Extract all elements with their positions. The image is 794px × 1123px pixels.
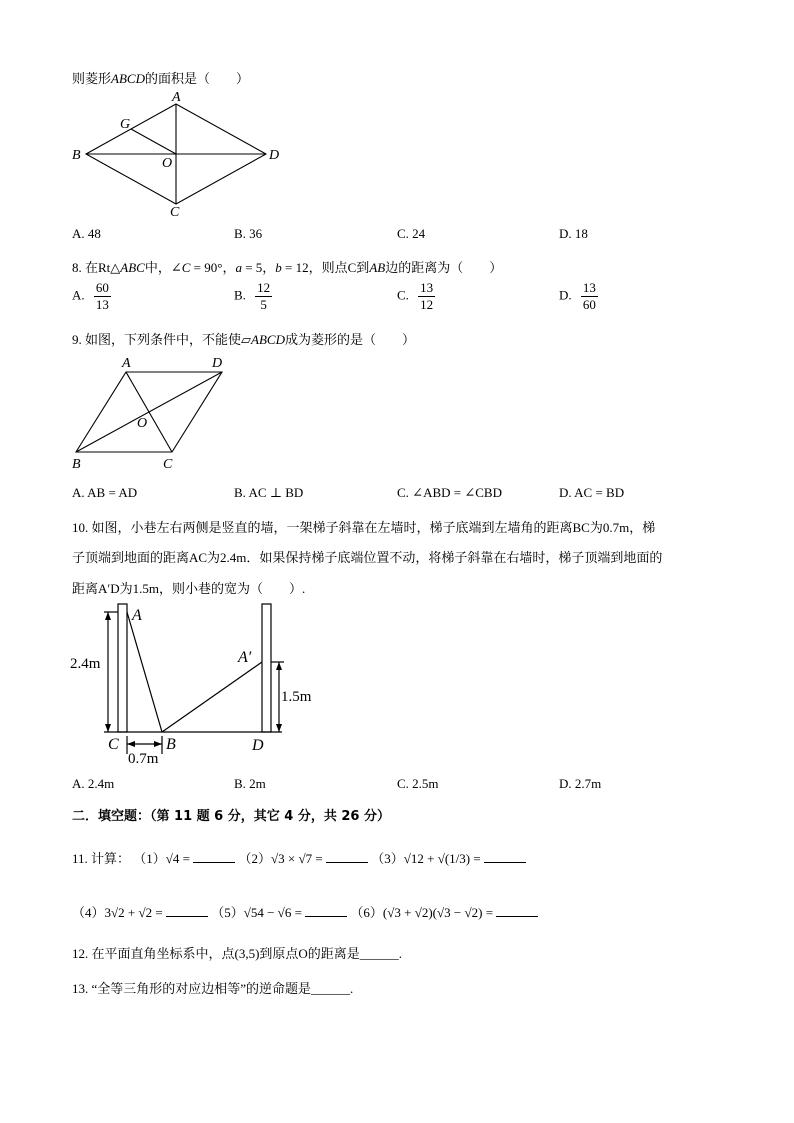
- q11-part3-blank[interactable]: [484, 850, 526, 863]
- q7-shape: ABCD: [111, 71, 145, 86]
- q9-label-a: A: [122, 356, 131, 371]
- q11-part5-blank[interactable]: [305, 904, 347, 917]
- q8-option-a: [72, 280, 111, 313]
- q8-option-b-num: 12: [257, 280, 271, 295]
- q8-option-a-num: 60: [95, 280, 109, 295]
- q10-left-wall: [118, 604, 127, 732]
- q10-arrow-base-left: [127, 741, 135, 747]
- q8-angle-c: C: [181, 260, 191, 275]
- q8-var-b: b: [275, 260, 282, 275]
- q10-option-c: C. 2.5m: [397, 776, 439, 791]
- q8-option-c-num: 13: [420, 280, 434, 295]
- q11-part4-label: （4）: [72, 905, 105, 920]
- q8-text-4: = 5，: [241, 260, 276, 275]
- q8-text-3: = 90°，: [190, 260, 236, 275]
- q11-part1-blank[interactable]: [193, 850, 235, 863]
- q10-ladder-left: [127, 612, 162, 732]
- q8-side-ab: AB: [369, 260, 386, 275]
- q8-option-c: [397, 280, 435, 313]
- q8-var-a: a: [235, 260, 242, 275]
- q11-part5-expr: √54 − √6 =: [243, 905, 302, 920]
- q10-label-a: A: [132, 607, 142, 624]
- q11-part2-expr: √3 × √7 =: [271, 851, 323, 866]
- q8-option-d-letter: D.: [559, 287, 572, 303]
- q8-option-d-fraction: [581, 280, 598, 313]
- q10-label-a-prime: A′: [238, 649, 252, 666]
- q11-part6-label: （6）: [350, 905, 383, 920]
- q10-option-b: B. 2m: [234, 776, 266, 791]
- q7-option-b: B. 36: [234, 226, 263, 241]
- q7-option-d: D. 18: [559, 226, 588, 241]
- q11-row2: [72, 902, 538, 921]
- q8-option-d: [559, 280, 598, 313]
- q11-part6-blank[interactable]: [496, 904, 538, 917]
- q7-label-d: D: [269, 148, 280, 163]
- q11-part3-label: （3）: [371, 851, 404, 866]
- q8-text-5: = 12，则点C到: [281, 260, 370, 275]
- q13-stem: 13. “全等三角形的对应边相等”的逆命题是______.: [72, 981, 354, 996]
- q8-option-a-letter: A.: [72, 287, 85, 303]
- q9-text-2: 成为菱形的是（ ）: [284, 332, 415, 347]
- q11-part4-blank[interactable]: [166, 904, 208, 917]
- q10-label-base: 0.7m: [128, 751, 159, 767]
- q7-rhombus-figure: [66, 88, 296, 220]
- q9-diagonal-ac: [126, 372, 172, 452]
- q9-label-d: D: [212, 356, 223, 371]
- q10-label-right-height: 1.5m: [281, 689, 312, 705]
- q10-label-d: D: [252, 737, 264, 754]
- q10-arrow-left-bottom: [105, 724, 111, 732]
- q8-text-1: 8. 在Rt△: [72, 260, 121, 275]
- q8-option-b: [234, 280, 272, 313]
- q8-option-a-den: 13: [95, 297, 109, 312]
- q9-parallelogram: ▱ABCD: [241, 332, 285, 347]
- q11-part6-expr: (√3 + √2)(√3 − √2) =: [382, 905, 494, 920]
- q8-option-d-num: 13: [582, 280, 596, 295]
- q10-ladder-right: [162, 662, 262, 732]
- q8-option-c-letter: C.: [397, 287, 409, 303]
- q10-stem-line2: 子顶端到地面的距离AC为2.4m．如果保持梯子底端位置不动，将梯子斜靠在右墙时，梯子顶端到地面的: [72, 550, 663, 565]
- q8-option-b-den: 5: [260, 297, 267, 312]
- q10-label-c: C: [108, 736, 119, 753]
- q11-part3-expr: √12 + √(1/3) =: [403, 851, 481, 866]
- q7-stem: [72, 68, 249, 87]
- q9-parallelogram-figure: [66, 352, 236, 474]
- q7-text-1: 则菱形: [72, 71, 112, 86]
- q9-label-b: B: [72, 457, 81, 472]
- q8-option-d-den: 60: [582, 297, 596, 312]
- q10-stem-line3: 距离A′D为1.5m，则小巷的宽为（ ）.: [72, 581, 306, 596]
- q11-part1-label: （1）: [133, 851, 166, 866]
- q7-label-o: O: [162, 156, 173, 171]
- q9-label-c: C: [163, 457, 173, 472]
- q7-label-c: C: [170, 205, 180, 220]
- q9-option-d: D. AC = BD: [559, 485, 625, 500]
- q10-option-d: D. 2.7m: [559, 776, 602, 791]
- q11-prefix: 11. 计算：: [72, 851, 131, 866]
- q7-label-g: G: [120, 117, 131, 132]
- q7-segment-go: [131, 129, 176, 154]
- q10-right-wall: [262, 604, 271, 732]
- q11-part2-blank[interactable]: [326, 850, 368, 863]
- q10-label-left-height: 2.4m: [70, 656, 101, 672]
- q8-option-c-fraction: [418, 280, 435, 313]
- q9-option-b: B. AC ⊥ BD: [234, 485, 304, 500]
- q8-text-6: 边的距离为（ ）: [385, 260, 503, 275]
- q7-option-a: A. 48: [72, 226, 101, 241]
- q9-label-o: O: [137, 416, 148, 431]
- q10-arrow-right-top: [276, 662, 282, 670]
- q10-arrow-base-right: [154, 741, 162, 747]
- q9-option-a: A. AB = AD: [72, 485, 138, 500]
- q10-stem-line1: 10. 如图，小巷左右两侧是竖直的墙，一架梯子斜靠在左墙时，梯子底端到左墙角的距离BC为0.7m，梯: [72, 520, 656, 535]
- q8-option-a-fraction: [94, 280, 111, 313]
- section-2-heading: 二．填空题：（第 11 题 6 分，其它 4 分，共 26 分）: [72, 809, 390, 824]
- q8-stem: [72, 257, 502, 276]
- q11-part2-label: （2）: [238, 851, 272, 866]
- q11-row1: [72, 848, 526, 867]
- q9-stem: [72, 329, 415, 348]
- q8-text-2: 中，∠: [144, 260, 182, 275]
- q10-alley-figure: [66, 598, 336, 770]
- q7-label-a: A: [172, 90, 181, 105]
- q7-label-b: B: [72, 148, 81, 163]
- q10-arrow-left-top: [105, 612, 111, 620]
- q7-option-c: C. 24: [397, 226, 426, 241]
- q9-text-1: 9. 如图，下列条件中，不能使: [72, 332, 242, 347]
- q10-arrow-right-bottom: [276, 724, 282, 732]
- q11-part4-expr: 3√2 + √2 =: [104, 905, 163, 920]
- q8-option-c-den: 12: [420, 297, 434, 312]
- q10-option-a: A. 2.4m: [72, 776, 115, 791]
- q10-label-b: B: [166, 736, 176, 753]
- q12-stem: 12. 在平面直角坐标系中，点(3,5)到原点O的距离是______.: [72, 946, 403, 961]
- q11-part1-expr: √4 =: [165, 851, 191, 866]
- q8-option-b-letter: B.: [234, 287, 246, 303]
- q8-option-b-fraction: [255, 280, 272, 313]
- q11-part5-label: （5）: [211, 905, 244, 920]
- q9-option-c: C. ∠ABD = ∠CBD: [397, 485, 502, 500]
- q8-triangle: ABC: [120, 260, 145, 275]
- q7-text-2: 的面积是（ ）: [144, 71, 249, 86]
